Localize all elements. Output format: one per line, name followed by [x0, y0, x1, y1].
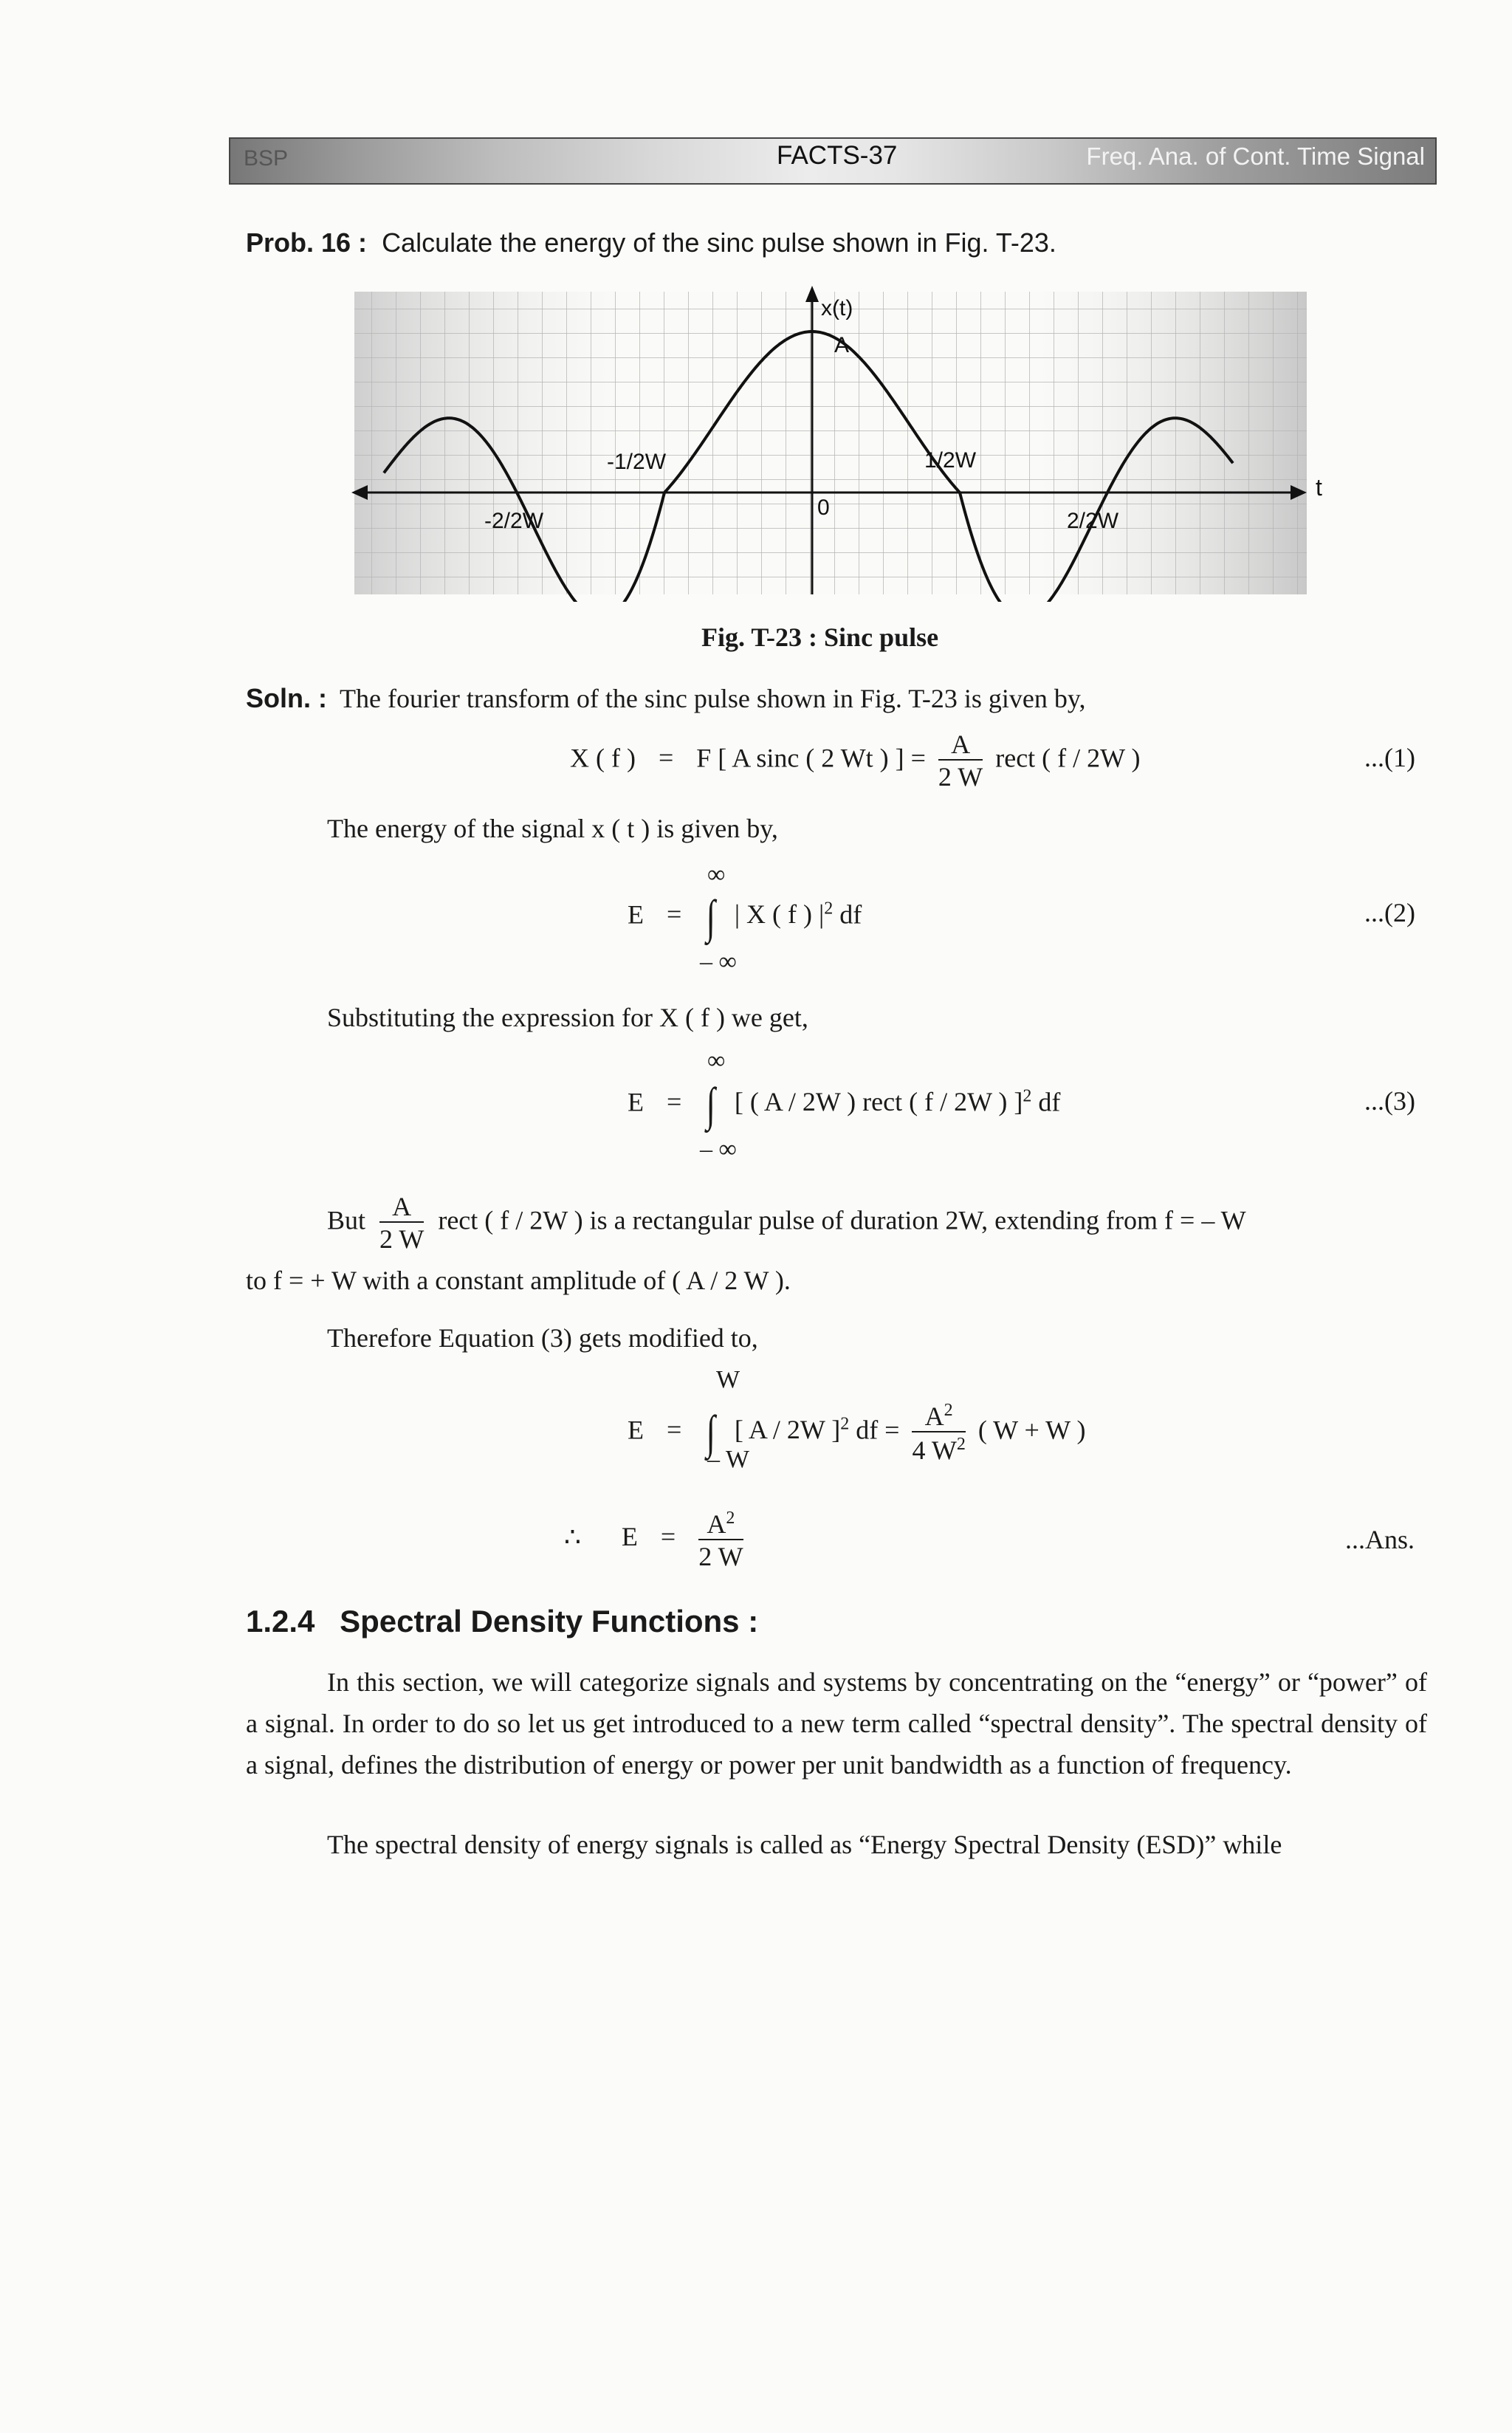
- peak-label: A: [834, 333, 850, 357]
- eq5-equals: =: [660, 1522, 676, 1552]
- eq1-rhs: rect ( f / 2W ): [995, 743, 1141, 773]
- eq1-lhs: X ( f ): [570, 743, 636, 773]
- eq5-frac-num-pow: 2: [726, 1509, 735, 1528]
- but-fraction: [379, 1193, 424, 1252]
- eq3-number: ...(3): [1364, 1086, 1415, 1116]
- solution-label: Soln. :: [246, 683, 327, 713]
- eq5-answer-marker: ...Ans.: [1345, 1525, 1415, 1554]
- eq4-frac-den: 4 W: [912, 1435, 957, 1465]
- header-left-text: BSP: [244, 146, 289, 171]
- eq3-equals: =: [667, 1087, 682, 1117]
- section-paragraph-2: The spectral density of energy signals is called as “Energy Spectral Density (ESD)” while: [327, 1830, 1282, 1859]
- eq5-lhs: E: [621, 1522, 638, 1552]
- tick-label-pos-2: 2/2W: [1067, 509, 1119, 533]
- eq4-upper-limit: W: [716, 1366, 740, 1393]
- eq5-frac-den: 2 W: [698, 1542, 743, 1571]
- eq4-lhs: E: [628, 1415, 644, 1445]
- eq3-power: 2: [1023, 1086, 1032, 1106]
- equation-5: [564, 1509, 743, 1570]
- eq2-df: df: [839, 899, 862, 930]
- problem-text: Calculate the energy of the sinc pulse shown in Fig. T-23.: [382, 227, 1056, 258]
- eq3-lhs: E: [628, 1087, 644, 1117]
- eq4-frac-den-pow: 2: [956, 1435, 966, 1454]
- eq4-frac-num: A: [924, 1401, 944, 1431]
- eq1-equals: =: [658, 743, 674, 773]
- eq3-upper-limit: ∞: [707, 1047, 726, 1074]
- eq3-lower-limit: – ∞: [700, 1136, 737, 1163]
- eq3-df: df: [1038, 1087, 1061, 1117]
- figure-caption: Fig. T-23 : Sinc pulse: [701, 622, 939, 652]
- eq4-df: df =: [856, 1415, 900, 1445]
- eq2-integrand: | X ( f ) |: [734, 899, 825, 930]
- tick-label-pos-1: 1/2W: [924, 448, 977, 473]
- eq2-lower-limit: – ∞: [700, 948, 737, 975]
- eq4-rhs: ( W + W ): [977, 1415, 1086, 1445]
- section-title: Spectral Density Functions :: [340, 1604, 759, 1638]
- equation-3: [628, 1078, 1061, 1130]
- equation-2: [628, 893, 862, 941]
- solution-intro-line: [246, 678, 1086, 719]
- eq3-integrand: [ ( A / 2W ) rect ( f / 2W ) ]: [734, 1087, 1023, 1117]
- eq1-frac-num: A: [938, 731, 983, 761]
- energy-intro: The energy of the signal x ( t ) is given by,: [327, 814, 778, 843]
- but-line-2: to f = + W with a constant amplitude of ( A / 2 W ).: [246, 1266, 791, 1295]
- section-heading: [246, 1604, 758, 1639]
- eq1-fraction: [938, 731, 983, 790]
- but-frac-den: 2 W: [379, 1224, 425, 1254]
- problem-statement: [246, 227, 1056, 258]
- section-paragraph-1: In this section, we will categorize signals and systems by concentrating on the “energy” or “power” of a signal. In order to do so let us get introduced to a new term called “spectral density”. The spectral density of a signal, defines the distribution of energy or power per unit bandwidth as a function of frequency.: [246, 1667, 1427, 1780]
- solution-intro-text: The fourier transform of the sinc pulse shown in Fig. T-23 is given by,: [340, 684, 1086, 713]
- equation-1: [570, 731, 1140, 790]
- eq2-number: ...(2): [1364, 898, 1415, 927]
- eq4-power: 2: [840, 1414, 850, 1434]
- y-axis-label: x(t): [821, 296, 853, 320]
- eq1-frac-den: 2 W: [938, 762, 983, 792]
- eq2-equals: =: [667, 899, 682, 930]
- therefore-symbol: ∴: [564, 1522, 581, 1552]
- eq2-power: 2: [824, 899, 834, 919]
- x-axis-label: t: [1316, 474, 1322, 501]
- origin-label: 0: [817, 495, 830, 520]
- but-word: But: [327, 1205, 366, 1235]
- eq2-lhs: E: [628, 899, 644, 930]
- but-rest: rect ( f / 2W ) is a rectangular pulse of duration 2W, extending from f = – W: [438, 1205, 1246, 1235]
- eq4-lower-limit: – W: [707, 1446, 749, 1473]
- eq4-fraction: [912, 1401, 965, 1463]
- eq4-frac-num-pow: 2: [944, 1401, 953, 1420]
- eq1-middle: F [ A sinc ( 2 Wt ) ] =: [696, 743, 926, 773]
- eq4-integrand: [ A / 2W ]: [734, 1415, 841, 1445]
- eq1-number: ...(1): [1364, 743, 1415, 772]
- integral-sign: ∫: [706, 1078, 716, 1130]
- sinc-pulse-figure: [347, 284, 1336, 602]
- integral-sign: ∫: [706, 1406, 716, 1458]
- header-chapter-title: Freq. Ana. of Cont. Time Signal: [1086, 143, 1425, 170]
- problem-label: Prob. 16 :: [246, 227, 368, 258]
- eq5-frac-num: A: [707, 1509, 726, 1539]
- tick-label-neg-1: -1/2W: [607, 450, 667, 474]
- section-number: 1.2.4: [246, 1604, 315, 1638]
- substitution-intro: Substituting the expression for X ( f ) we get,: [327, 1003, 808, 1032]
- therefore-intro: Therefore Equation (3) gets modified to,: [327, 1323, 758, 1353]
- integral-sign: ∫: [706, 891, 716, 943]
- tick-label-neg-2: -2/2W: [484, 509, 544, 533]
- but-line: [327, 1193, 1421, 1252]
- eq4-equals: =: [667, 1415, 682, 1445]
- eq5-fraction: [698, 1509, 743, 1570]
- equation-4: [628, 1401, 1085, 1463]
- header-page-number: FACTS-37: [777, 141, 898, 170]
- but-frac-num: A: [379, 1193, 424, 1223]
- eq2-upper-limit: ∞: [707, 861, 726, 888]
